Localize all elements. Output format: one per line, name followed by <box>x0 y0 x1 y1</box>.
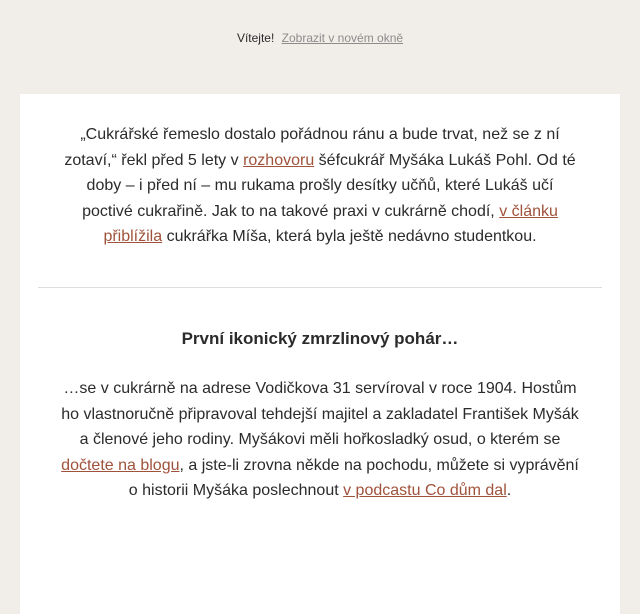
section-divider <box>38 287 602 288</box>
view-in-browser-link[interactable]: Zobrazit v novém okně <box>281 31 404 45</box>
blog-link[interactable]: dočtete na blogu <box>61 456 180 474</box>
article-link[interactable]: v článku přiblížila <box>103 202 558 245</box>
interview-link[interactable]: rozhovoru <box>243 151 315 169</box>
intro-paragraph <box>60 122 580 250</box>
podcast-link[interactable]: v podcastu Co dům dal <box>343 482 507 499</box>
intro-text-2: šéfcukrář Myšáka Lukáš Pohl. Od té doby – i před ní – mu rukama prošly desítky učňů, které Lukáš učí poctivé cukrařině. Jak to na takové praxi v cukrárně chodí, <box>82 151 576 220</box>
greeting-text: Vítejte! <box>236 31 275 45</box>
history-text-1: …se v cukrárně na adrese Vodičkova 31 servíroval v roce 1904. Hostům ho vlastnoručně připravoval tehdejší majitel a zakladatel František Myšák a členové jeho rodiny. Myšákovi měli hořkosladký osud, o kterém se <box>61 380 579 448</box>
preheader <box>0 0 640 94</box>
section-heading: První ikonický zmrzlinový pohár… <box>181 329 459 348</box>
email-content-card <box>20 94 620 614</box>
history-text-2: , a jste-li zrovna někde na pochodu, můžete si vyprávění o historii Myšáka poslechnout <box>128 456 579 499</box>
intro-text-1: „Cukrářské řemeslo dostalo pořádnou ránu a bude trvat, než se z ní zotaví,“ řekl před 5 lety v <box>64 126 560 169</box>
history-text-3: . <box>506 482 512 499</box>
history-paragraph <box>60 376 580 504</box>
intro-text-3: cukrářka Míša, která byla ještě nedávno studentkou. <box>162 228 537 245</box>
